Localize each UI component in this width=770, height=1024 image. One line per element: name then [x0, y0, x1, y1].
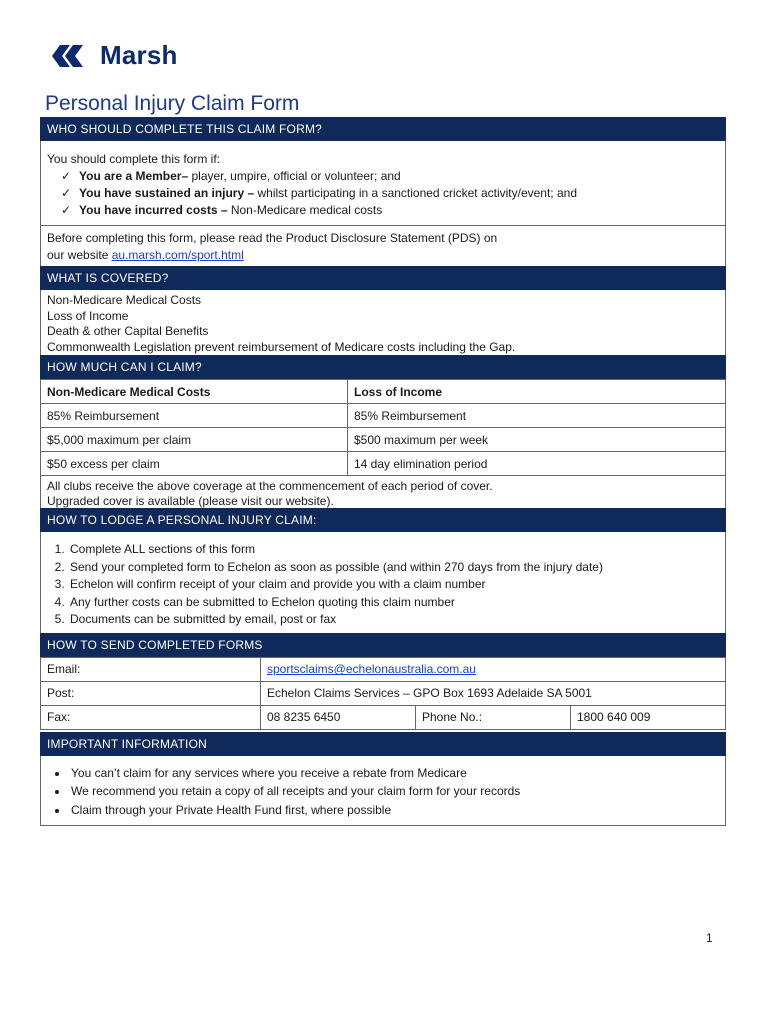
- covered-item: Loss of Income: [47, 308, 129, 323]
- checkmark-icon: ✓: [61, 203, 72, 217]
- lodge-step: 5. Documents can be submitted by email, post or fax: [68, 611, 719, 629]
- claim-form: [40, 117, 726, 826]
- important-item: • You can’t claim for any services where you receive a rebate from Medicare: [69, 764, 719, 783]
- section-header-lodge: HOW TO LODGE A PERSONAL INJURY CLAIM:: [40, 508, 726, 532]
- important-section: [40, 756, 726, 827]
- lodge-step: 1. Complete ALL sections of this form: [68, 541, 719, 559]
- lodge-steps-list: [47, 541, 719, 629]
- section-header-important: IMPORTANT INFORMATION: [40, 732, 726, 756]
- post-label: Post:: [41, 681, 261, 705]
- table-header-medical: Non-Medicare Medical Costs: [41, 380, 348, 404]
- claim-notes: [40, 476, 726, 508]
- table-row: [41, 452, 726, 476]
- marsh-logo-text: Marsh: [100, 40, 178, 70]
- checklist-item: [61, 185, 719, 202]
- important-list: [47, 764, 719, 820]
- checkmark-icon: ✓: [61, 186, 72, 200]
- covered-section: [40, 290, 726, 355]
- checklist-item: [61, 202, 719, 219]
- table-row: [41, 657, 726, 681]
- fax-number: 08 8235 6450: [261, 705, 416, 729]
- checkmark-icon: ✓: [61, 169, 72, 183]
- marsh-logo: [50, 40, 178, 71]
- send-methods-table: [40, 657, 726, 730]
- fax-label: Fax:: [41, 705, 261, 729]
- table-row: [41, 681, 726, 705]
- who-section: [40, 141, 726, 266]
- pds-note-line1: Before completing this form, please read the Product Disclosure Statement (PDS) on: [47, 231, 498, 245]
- covered-item: Commonwealth Legislation prevent reimbursement of Medicare costs including the Gap.: [47, 339, 516, 354]
- checklist-item-text: whilst participating in a sanctioned cricket activity/event; and: [254, 186, 577, 200]
- post-address: Echelon Claims Services – GPO Box 1693 Adelaide SA 5001: [261, 681, 726, 705]
- table-cell: 85% Reimbursement: [348, 404, 726, 428]
- checklist-item-bold: You have incurred costs –: [79, 203, 228, 217]
- coverage-note: All clubs receive the above coverage at the commencement of each period of cover.: [47, 479, 493, 493]
- phone-label: Phone No.:: [416, 705, 571, 729]
- pds-note-prefix: our website: [47, 248, 112, 262]
- page-number: 1: [706, 931, 713, 945]
- pds-website-link[interactable]: au.marsh.com/sport.html: [111, 248, 244, 262]
- table-row: [41, 404, 726, 428]
- table-cell: 14 day elimination period: [348, 452, 726, 476]
- page-title: Personal Injury Claim Form: [45, 92, 300, 115]
- covered-item: Death & other Capital Benefits: [47, 324, 209, 338]
- important-item: • We recommend you retain a copy of all receipts and your claim form for your records: [69, 782, 719, 801]
- table-cell: 85% Reimbursement: [41, 404, 348, 428]
- table-cell: $5,000 maximum per claim: [41, 428, 348, 452]
- pds-note-line2: [47, 247, 719, 264]
- phone-number: 1800 640 009: [571, 705, 726, 729]
- section-header-covered: WHAT IS COVERED?: [40, 266, 726, 290]
- lodge-step: 2. Send your completed form to Echelon as soon as possible (and within 270 days from the injury date): [68, 559, 719, 577]
- section-header-send: HOW TO SEND COMPLETED FORMS: [40, 633, 726, 657]
- email-label: Email:: [41, 657, 261, 681]
- important-item: • Claim through your Private Health Fund first, where possible: [69, 801, 719, 820]
- who-intro: You should complete this form if:: [47, 152, 220, 166]
- checklist-item-bold: You are a Member–: [79, 169, 189, 183]
- table-header-row: [41, 380, 726, 404]
- table-row: [41, 705, 726, 729]
- checklist-item-bold: You have sustained an injury –: [79, 186, 255, 200]
- lodge-section: [40, 532, 726, 633]
- upgrade-note: Upgraded cover is available (please visit our website).: [47, 493, 334, 508]
- table-row: [41, 428, 726, 452]
- checklist-item-text: player, umpire, official or volunteer; and: [188, 169, 401, 183]
- eligibility-checklist: [47, 168, 719, 219]
- claims-email-link[interactable]: sportsclaims@echelonaustralia.com.au: [267, 662, 476, 677]
- table-cell: $50 excess per claim: [41, 452, 348, 476]
- table-header-income: Loss of Income: [348, 380, 726, 404]
- checklist-item: [61, 168, 719, 185]
- section-header-claim: HOW MUCH CAN I CLAIM?: [40, 355, 726, 379]
- checklist-item-text: Non-Medicare medical costs: [227, 203, 383, 217]
- claim-amounts-table: [40, 379, 726, 476]
- marsh-logo-icon: [50, 41, 94, 71]
- covered-item: Non-Medicare Medical Costs: [47, 293, 202, 307]
- table-cell: $500 maximum per week: [348, 428, 726, 452]
- lodge-step: 4. Any further costs can be submitted to Echelon quoting this claim number: [68, 594, 719, 612]
- section-header-who: WHO SHOULD COMPLETE THIS CLAIM FORM?: [40, 117, 726, 141]
- lodge-step: 3. Echelon will confirm receipt of your claim and provide you with a claim number: [68, 576, 719, 594]
